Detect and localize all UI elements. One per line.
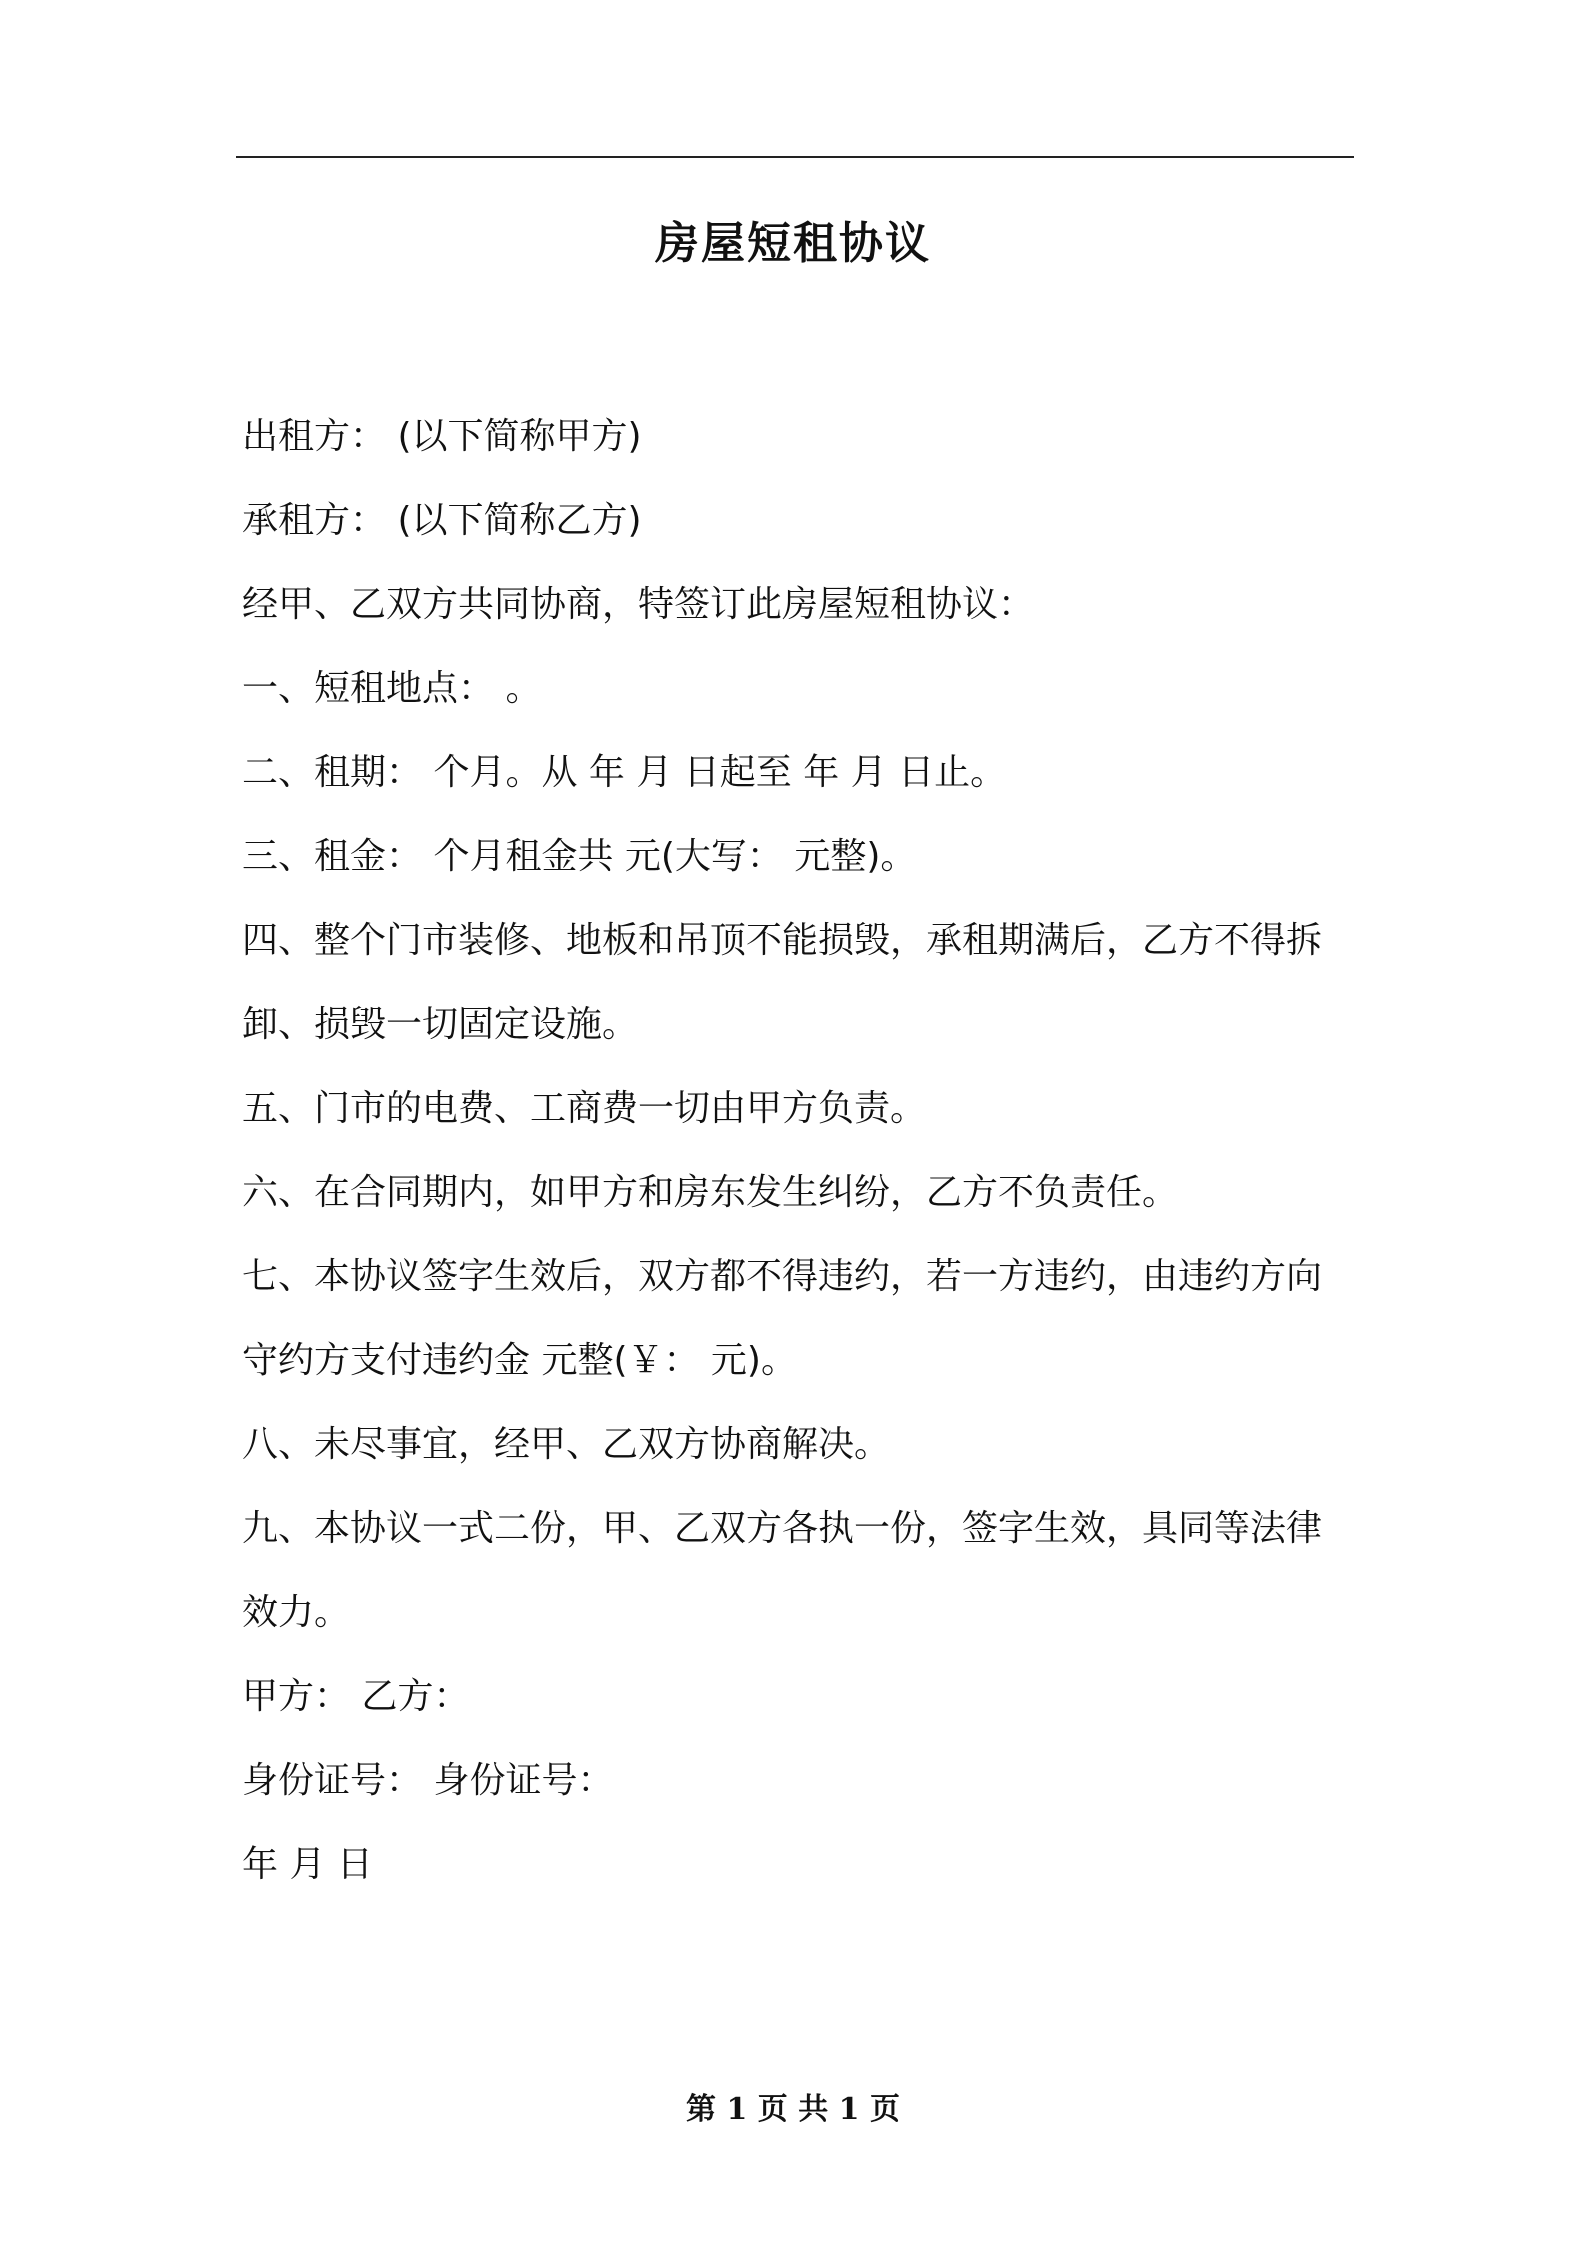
clause-3-rent: 三、租金： 个月租金共 元(大写： 元整)。 xyxy=(242,836,917,877)
date-line: 年 月 日 xyxy=(242,1844,373,1885)
lessee-line: 承租方： (以下简称乙方) xyxy=(242,500,642,541)
signature-parties-line: 甲方： 乙方： xyxy=(242,1676,470,1717)
clause-7-breach-cont: 守约方支付违约金 元整(￥： 元)。 xyxy=(242,1340,797,1381)
document-body xyxy=(242,395,1358,1907)
clause-4-renovation: 四、整个门市装修、地板和吊顶不能损毁，承租期满后，乙方不得拆 xyxy=(242,920,1323,961)
lessor-line: 出租方： (以下简称甲方) xyxy=(242,416,642,457)
clause-1-location: 一、短租地点： 。 xyxy=(242,668,542,709)
header-rule xyxy=(236,156,1354,158)
clause-4-renovation-cont: 卸、损毁一切固定设施。 xyxy=(242,1004,639,1045)
preamble-line: 经甲、乙双方共同协商，特签订此房屋短租协议： xyxy=(242,584,1035,625)
clause-9-copies-cont: 效力。 xyxy=(242,1592,351,1633)
clause-7-breach: 七、本协议签字生效后，双方都不得违约，若一方违约，由违约方向 xyxy=(242,1256,1323,1297)
clause-8-other-matters: 八、未尽事宜，经甲、乙双方协商解决。 xyxy=(242,1424,891,1465)
id-number-line: 身份证号： 身份证号： xyxy=(242,1760,614,1801)
clause-2-term: 二、租期： 个月。从 年 月 日起至 年 月 日止。 xyxy=(242,752,1007,793)
document-title: 房屋短租协议 xyxy=(655,218,931,269)
clause-9-copies: 九、本协议一式二份，甲、乙双方各执一份，签字生效，具同等法律 xyxy=(242,1508,1323,1549)
page-number: 第 1 页 共 1 页 xyxy=(686,2092,900,2127)
clause-6-disputes: 六、在合同期内，如甲方和房东发生纠纷，乙方不负责任。 xyxy=(242,1172,1179,1213)
clause-5-fees: 五、门市的电费、工商费一切由甲方负责。 xyxy=(242,1088,927,1129)
